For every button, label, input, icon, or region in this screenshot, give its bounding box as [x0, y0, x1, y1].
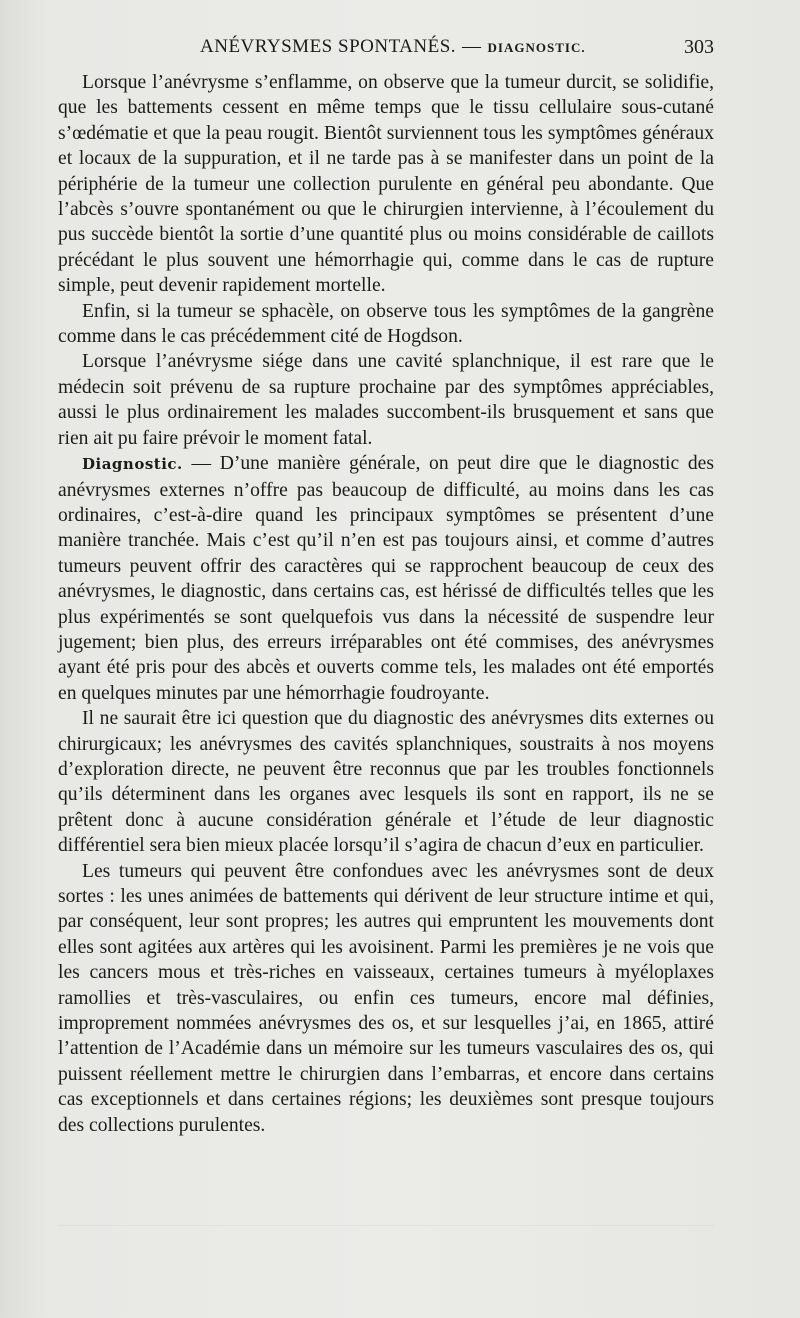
paragraph-splanchnic: Lorsque l’anévrysme siége dans une cavité splanchnique, il est rare que le médecin soit prévenu de sa rupture prochaine par des symptômes appréciables, aussi le plus ordinairement les malades succombent-ils brusquement et sans que rien ait pu faire prévoir le moment fatal.: [58, 351, 714, 449]
diagnostic-text: — D’une manière générale, on peut dire que le diagnostic des anévrysmes externes n’offre pas beaucoup de difficulté, au moins dans les cas ordinaires, c’est-à-dire quand les principaux symptômes se présentent d’une manière tranchée. Mais c’est qu’il n’en est pas toujours ainsi, et comme d’autres tumeurs peuvent offrir des caractères qui se rapprochent beaucoup de ceux des anévrysmes, le diagnostic, dans certains cas, est hérissé de difficultés telles que les plus expérimentés se sont quelquefois vus dans la nécessité de suspendre leur jugement; bien plus, des erreurs irréparables ont été commises, des anévrysmes ayant été pris pour des abcès et ouverts comme tels, les malades ont été emportés en quelques minutes par une hémorrhagie foudroyante.: [58, 453, 714, 704]
running-header: [58, 34, 714, 64]
paragraph-sphacele: Enfin, si la tumeur se sphacèle, on observe tous les symptômes de la gangrène comme dans le cas précédemment cité de Hogdson.: [58, 300, 714, 348]
section-heading-diagnostic: Diagnostic.: [82, 455, 183, 474]
running-title-dash: —: [462, 36, 482, 57]
page-number: 303: [684, 36, 714, 58]
running-title-sub: DIAGNOSTIC.: [487, 40, 586, 55]
body-text: [58, 70, 714, 1138]
running-title: [200, 36, 586, 58]
paragraph-tumors: Les tumeurs qui peuvent être confondues avec les anévrysmes sont de deux sortes : les unes animées de battements qui dérivent de leur structure intime et qui, par conséquent, leur sont propres; les autres qui empruntent les mouvements dont elles sont agitées aux artères qui les avoisinent. Parmi les premières je ne vois que les cancers mous et très-riches en vaisseaux, certaines tumeurs à myéloplaxes ramollies et très-vasculaires, ou enfin ces tumeurs, encore mal définies, improprement nommées anévrysmes des os, et sur lesquelles j’ai, en 1865, attiré l’attention de l’Académie dans un mémoire sur les tumeurs vasculaires des os, qui puissent réellement mettre le chirurgien dans l’embarras, et encore dans certains cas exceptionnels et dans certaines régions; les deuxièmes sont presque toujours des collections purulentes.: [58, 860, 714, 1136]
paragraph-diagnostic: [58, 451, 714, 706]
paragraph-external: Il ne saurait être ici question que du diagnostic des anévrysmes dits externes ou chirurgicaux; les anévrysmes des cavités splanchniques, soustraits à nos moyens d’exploration directe, ne peuvent être reconnus que par les troubles fonctionnels qu’ils déterminent dans les organes avec lesquels ils sont en rapport, ils ne se prêtent donc à aucune considération générale et l’étude de leur diagnostic différentiel sera bien mieux placée lorsqu’il s’agira de chacun d’eux en particulier.: [58, 708, 714, 857]
running-title-main: ANÉVRYSMES SPONTANÉS.: [200, 36, 457, 57]
show-through-footer: [58, 1225, 714, 1266]
paragraph-inflammation: Lorsque l’anévrysme s’enflamme, on observe que la tumeur durcit, se solidifie, que les battements cessent en même temps que le tissu cellulaire sous-cutané s’œdématie et que la peau rougit. Bientôt surviennent tous les symptômes généraux et locaux de la suppuration, et il ne tarde pas à se manifester dans un point de la périphérie de la tumeur une collection purulente en général peu abondante. Que l’abcès s’ouvre spontanément ou que le chirurgien intervienne, à l’écoulement du pus succède bientôt la sortie d’une quantité plus ou moins considérable de caillots précédant le plus souvent une hémorrhagie qui, comme dans le cas de rupture simple, peut devenir rapidement mortelle.: [58, 72, 714, 297]
